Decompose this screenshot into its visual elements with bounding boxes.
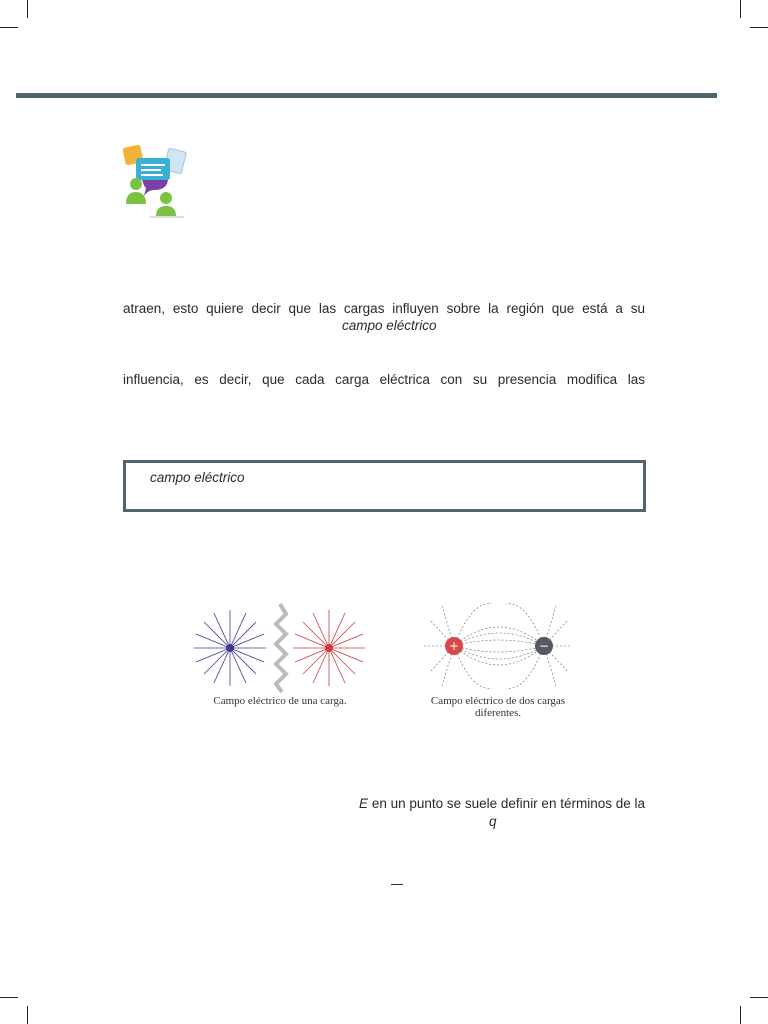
paragraph-line: influencia, es decir, que cada carga eléctrica con su presencia modifica las [123,372,645,387]
figure-caption-right [418,695,578,719]
variable-q: q [489,814,497,829]
dipole-figure [422,600,574,697]
definition-text: en un punto se suele definir en términos de la [368,796,645,811]
crop-mark [0,997,18,998]
single-charge-figure [192,600,372,700]
definition-line [359,796,645,811]
crop-mark [27,0,28,18]
caption-line: Campo eléctrico de dos cargas [430,695,566,707]
crop-mark [0,27,18,28]
crop-mark [740,0,741,18]
definition-box [123,460,646,512]
crop-mark [750,27,768,28]
crop-mark [740,1006,741,1024]
discussion-icon [120,140,192,218]
header-rule [16,93,717,98]
fraction-bar [391,884,403,885]
positive-charge-icon [325,644,333,652]
caption-line: diferentes. [474,707,522,719]
figure-caption-left: Campo eléctrico de una carga. [213,695,347,707]
italic-term: campo eléctrico [342,318,437,333]
svg-text:−: − [538,639,550,653]
definition-term: campo eléctrico [150,470,245,485]
paragraph-line: atraen, esto quiere decir que las cargas influyen sobre la región que está a su [123,301,645,316]
variable-e: E [359,796,369,811]
zigzag-divider [276,604,286,692]
svg-text:+: + [448,639,460,653]
crop-mark [750,997,768,998]
negative-charge-icon [226,644,234,652]
crop-mark [27,1006,28,1024]
